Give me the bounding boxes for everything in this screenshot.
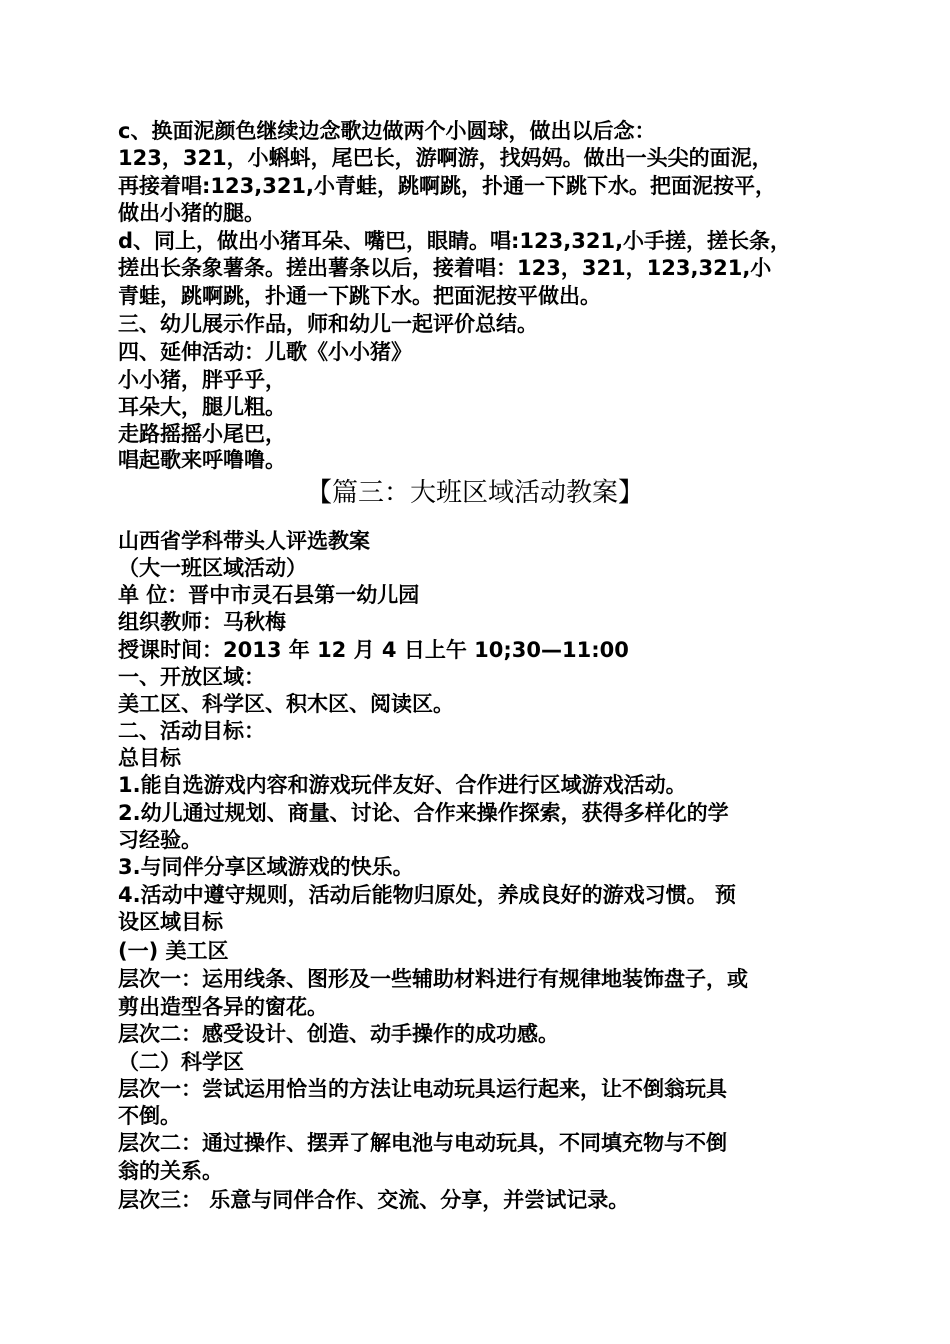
section-heading: 【篇三：大班区域活动教案】	[305, 478, 644, 508]
text-line: 四、延伸活动：儿歌《小小猪》	[118, 340, 412, 364]
text-line: 搓出长条象薯条。搓出薯条以后，接着唱：123，321，123,321,小	[118, 256, 772, 280]
text-line: 翁的关系。	[118, 1159, 223, 1183]
text-line: 3.与同伴分享区域游戏的快乐。	[118, 855, 414, 879]
text-line: 总目标	[118, 746, 181, 770]
text-line: 授课时间：2013 年 12 月 4 日上午 10;30—11:00	[118, 638, 629, 662]
text-line: 层次一：尝试运用恰当的方法让电动玩具运行起来，让不倒翁玩具	[118, 1077, 727, 1101]
text-line: 单 位：晋中市灵石县第一幼儿园	[118, 583, 420, 607]
text-line: 设区域目标	[118, 910, 223, 934]
text-line: 层次二：通过操作、摆弄了解电池与电动玩具，不同填充物与不倒	[118, 1131, 727, 1155]
text-line: 组织教师：马秋梅	[118, 610, 286, 634]
text-line: 层次三： 乐意与同伴合作、交流、分享，并尝试记录。	[118, 1188, 630, 1212]
text-line: 走路摇摇小尾巴，	[118, 422, 286, 446]
text-line: 做出小猪的腿。	[118, 201, 265, 225]
text-line: 唱起歌来呼噜噜。	[118, 448, 286, 472]
text-line: 美工区、科学区、积木区、阅读区。	[118, 692, 454, 716]
text-line: 小小猪，胖乎乎，	[118, 368, 286, 392]
text-line: 习经验。	[118, 828, 202, 852]
text-line: 层次一：运用线条、图形及一些辅助材料进行有规律地装饰盘子，或	[118, 967, 748, 991]
text-line: 剪出造型各异的窗花。	[118, 995, 328, 1019]
text-line: d、同上，做出小猪耳朵、嘴巴，眼睛。唱:123,321,小手搓，搓长条，	[118, 229, 792, 253]
text-line: 不倒。	[118, 1104, 181, 1128]
text-line: 二、活动目标：	[118, 719, 265, 743]
text-line: 4.活动中遵守规则，活动后能物归原处，养成良好的游戏习惯。 预	[118, 883, 736, 907]
text-line: （大一班区域活动）	[118, 556, 307, 580]
text-line: 山西省学科带头人评选教案	[118, 529, 370, 553]
text-line: 2.幼儿通过规划、商量、讨论、合作来操作探索，获得多样化的学	[118, 801, 729, 825]
text-line: 再接着唱:123,321,小青蛙，跳啊跳，扑通一下跳下水。把面泥按平，	[118, 174, 777, 198]
text-line: （二）科学区	[118, 1050, 244, 1074]
text-line: 青蛙，跳啊跳，扑通一下跳下水。把面泥按平做出。	[118, 284, 601, 308]
text-line: 一、开放区域：	[118, 665, 265, 689]
text-line: 耳朵大，腿儿粗。	[118, 395, 286, 419]
text-line: c、换面泥颜色继续边念歌边做两个小圆球，做出以后念：	[118, 119, 656, 143]
text-line: 三、幼儿展示作品，师和幼儿一起评价总结。	[118, 312, 538, 336]
text-line: 123，321，小蝌蚪，尾巴长，游啊游，找妈妈。做出一头尖的面泥，	[118, 146, 773, 170]
text-line: 1.能自选游戏内容和游戏玩伴友好、合作进行区域游戏活动。	[118, 773, 687, 797]
text-line: (一) 美工区	[118, 939, 229, 963]
text-line: 层次二：感受设计、创造、动手操作的成功感。	[118, 1022, 559, 1046]
